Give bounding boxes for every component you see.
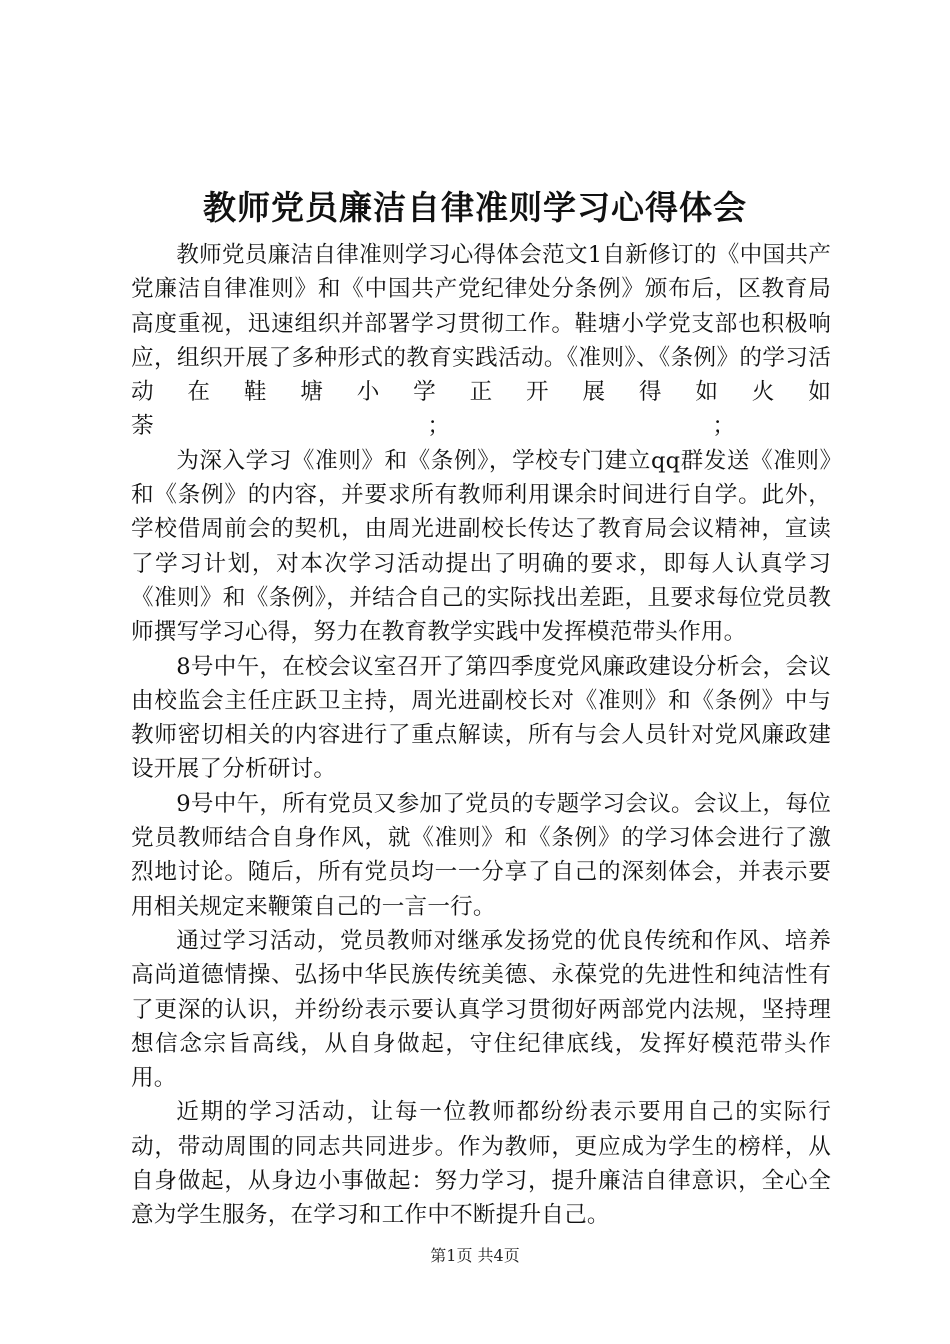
- paragraph: 教师党员廉洁自律准则学习心得体会范文1自新修订的《中国共产党廉洁自律准则》和《中国共产党纪律处分条例》颁布后，区教育局高度重视，迅速组织并部署学习贯彻工作。鞋塘小学党支部也积极响应，组织开展了多种形式的教育实践活动。《准则》、《条例》的学习活动在鞋塘小学正开展得如火如荼 ； ；: [131, 242, 831, 440]
- paragraph: 通过学习活动，党员教师对继承发扬党的优良传统和作风、培养高尚道德情操、弘扬中华民族传统美德、永葆党的先进性和纯洁性有了更深的认识，并纷纷表示要认真学习贯彻好两部党内法规，坚持理想信念宗旨高线，从自身做起，守住纪律底线，发挥好模范带头作用。: [131, 927, 831, 1092]
- document-body: [131, 238, 831, 1233]
- paragraph: 为深入学习《准则》和《条例》，学校专门建立qq群发送《准则》和《条例》的内容，并要求所有教师利用课余时间进行自学。此外，学校借周前会的契机，由周光进副校长传达了教育局会议精神，宣读了学习计划，对本次学习活动提出了明确的要求，即每人认真学习《准则》和《条例》，并结合自己的实际找出差距，且要求每位党员教师撰写学习心得，努力在教育教学实践中发挥模范带头作用。: [131, 447, 831, 646]
- paragraph: 9号中午，所有党员又参加了党员的专题学习会议。会议上，每位党员教师结合自身作风，就《准则》和《条例》的学习体会进行了激烈地讨论。随后，所有党员均一一分享了自己的深刻体会，并表示要用相关规定来鞭策自己的一言一行。: [131, 790, 831, 920]
- document-title: 教师党员廉洁自律准则学习心得体会: [203, 188, 747, 227]
- paragraph: 近期的学习活动，让每一位教师都纷纷表示要用自己的实际行动，带动周围的同志共同进步。作为教师，更应成为学生的榜样，从自身做起，从身边小事做起：努力学习，提升廉洁自律意识，全心全意为学生服务，在学习和工作中不断提升自己。: [131, 1099, 831, 1229]
- paragraph: 8号中午，在校会议室召开了第四季度党风廉政建设分析会，会议由校监会主任庄跃卫主持，周光进副校长对《准则》和《条例》中与教师密切相关的内容进行了重点解读，所有与会人员针对党风廉政建设开展了分析研讨。: [131, 653, 831, 783]
- page-number-footer: 第1页 共4页: [430, 1246, 520, 1265]
